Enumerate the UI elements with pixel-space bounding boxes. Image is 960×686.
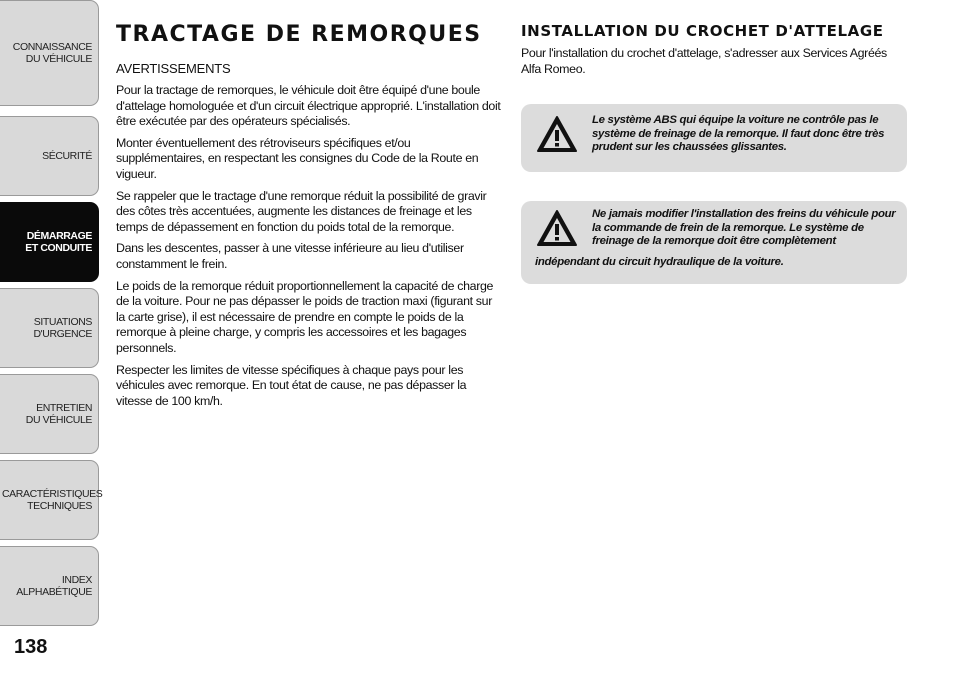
left-column bbox=[116, 22, 502, 415]
warnings-subheading: AVERTISSEMENTS bbox=[116, 61, 231, 76]
tab-label: SÉCURITÉ bbox=[42, 150, 92, 162]
warning-box bbox=[521, 201, 907, 284]
paragraph: Pour la tractage de remorques, le véhicule doit être équipé d'une boule d'attelage homologuée et d'un circuit électrique approprié. L'installation doit être exécutée par des opérateurs spécialisés. bbox=[116, 83, 501, 129]
warning-box bbox=[521, 104, 907, 172]
paragraph: Se rappeler que le tractage d'une remorque réduit la possibilité de gravir des côtes très accentuées, augmente les distances de freinage et les temps de dépassement en fonction du poids total de la remorque. bbox=[116, 188, 487, 234]
tab-label: INDEX ALPHABÉTIQUE bbox=[16, 574, 92, 598]
warning-text: Le système ABS qui équipe la voiture ne contrôle pas le système de freinage de la remorque. Il faut donc être très prudent sur les chaussées glissantes. bbox=[592, 114, 885, 154]
tab-label: CARACTÉRISTIQUES TECHNIQUES bbox=[2, 488, 103, 512]
paragraph: Le poids de la remorque réduit proportionnellement la capacité de charge de la voiture. Pour ne pas dépasser le poids de traction maxi (figurant sur la carte grise), il est nécessaire de prendre en compte le poids de la remorque à pleine charge, y compris les accessoires et les bagages personnels. bbox=[116, 278, 494, 355]
tab-index-alphabetique[interactable] bbox=[0, 546, 99, 626]
tab-label: CONNAISSANCE DU VÉHICULE bbox=[12, 41, 92, 65]
tab-label: SITUATIONS D'URGENCE bbox=[33, 316, 92, 340]
warning-text: Ne jamais modifier l'installation des freins du véhicule pour la commande de frein de la remorque. Le système de freinage de la remorque doit être complètement bbox=[592, 208, 896, 248]
tab-label: ENTRETIEN DU VÉHICULE bbox=[25, 402, 92, 426]
paragraph: Monter éventuellement des rétroviseurs spécifiques et/ou supplémentaires, en respectant les consignes du Code de la Route en vigueur. bbox=[116, 135, 479, 181]
page-number: 138 bbox=[14, 636, 48, 658]
tab-connaissance-du-vehicule[interactable] bbox=[0, 0, 99, 106]
chapter-sidebar bbox=[0, 0, 101, 640]
paragraph: Respecter les limites de vitesse spécifiques à chaque pays pour les véhicules avec remorque. En tout état de cause, ne pas dépasser la vitesse de 100 km/h. bbox=[116, 362, 467, 408]
paragraph: Dans les descentes, passer à une vitesse inférieure au lieu d'utiliser constamment le frein. bbox=[116, 241, 464, 271]
right-column bbox=[521, 22, 907, 83]
warning-text-continued: indépendant du circuit hydraulique de la voiture. bbox=[535, 256, 784, 268]
section-title: TRACTAGE DE REMORQUES bbox=[116, 22, 482, 47]
warning-triangle-icon bbox=[536, 209, 578, 247]
tab-label: DÉMARRAGE ET CONDUITE bbox=[25, 230, 92, 254]
paragraph: Pour l'installation du crochet d'attelage, s'adresser aux Services Agréés Alfa Romeo. bbox=[521, 46, 887, 76]
tab-entretien-du-vehicule[interactable] bbox=[0, 374, 99, 454]
tab-caracteristiques-techniques[interactable] bbox=[0, 460, 103, 540]
section-title: INSTALLATION DU CROCHET D'ATTELAGE bbox=[521, 22, 884, 40]
warning-triangle-icon bbox=[536, 115, 578, 153]
tab-demarrage-et-conduite[interactable] bbox=[0, 202, 99, 282]
tab-securite[interactable] bbox=[0, 116, 99, 196]
tab-situations-d-urgence[interactable] bbox=[0, 288, 99, 368]
